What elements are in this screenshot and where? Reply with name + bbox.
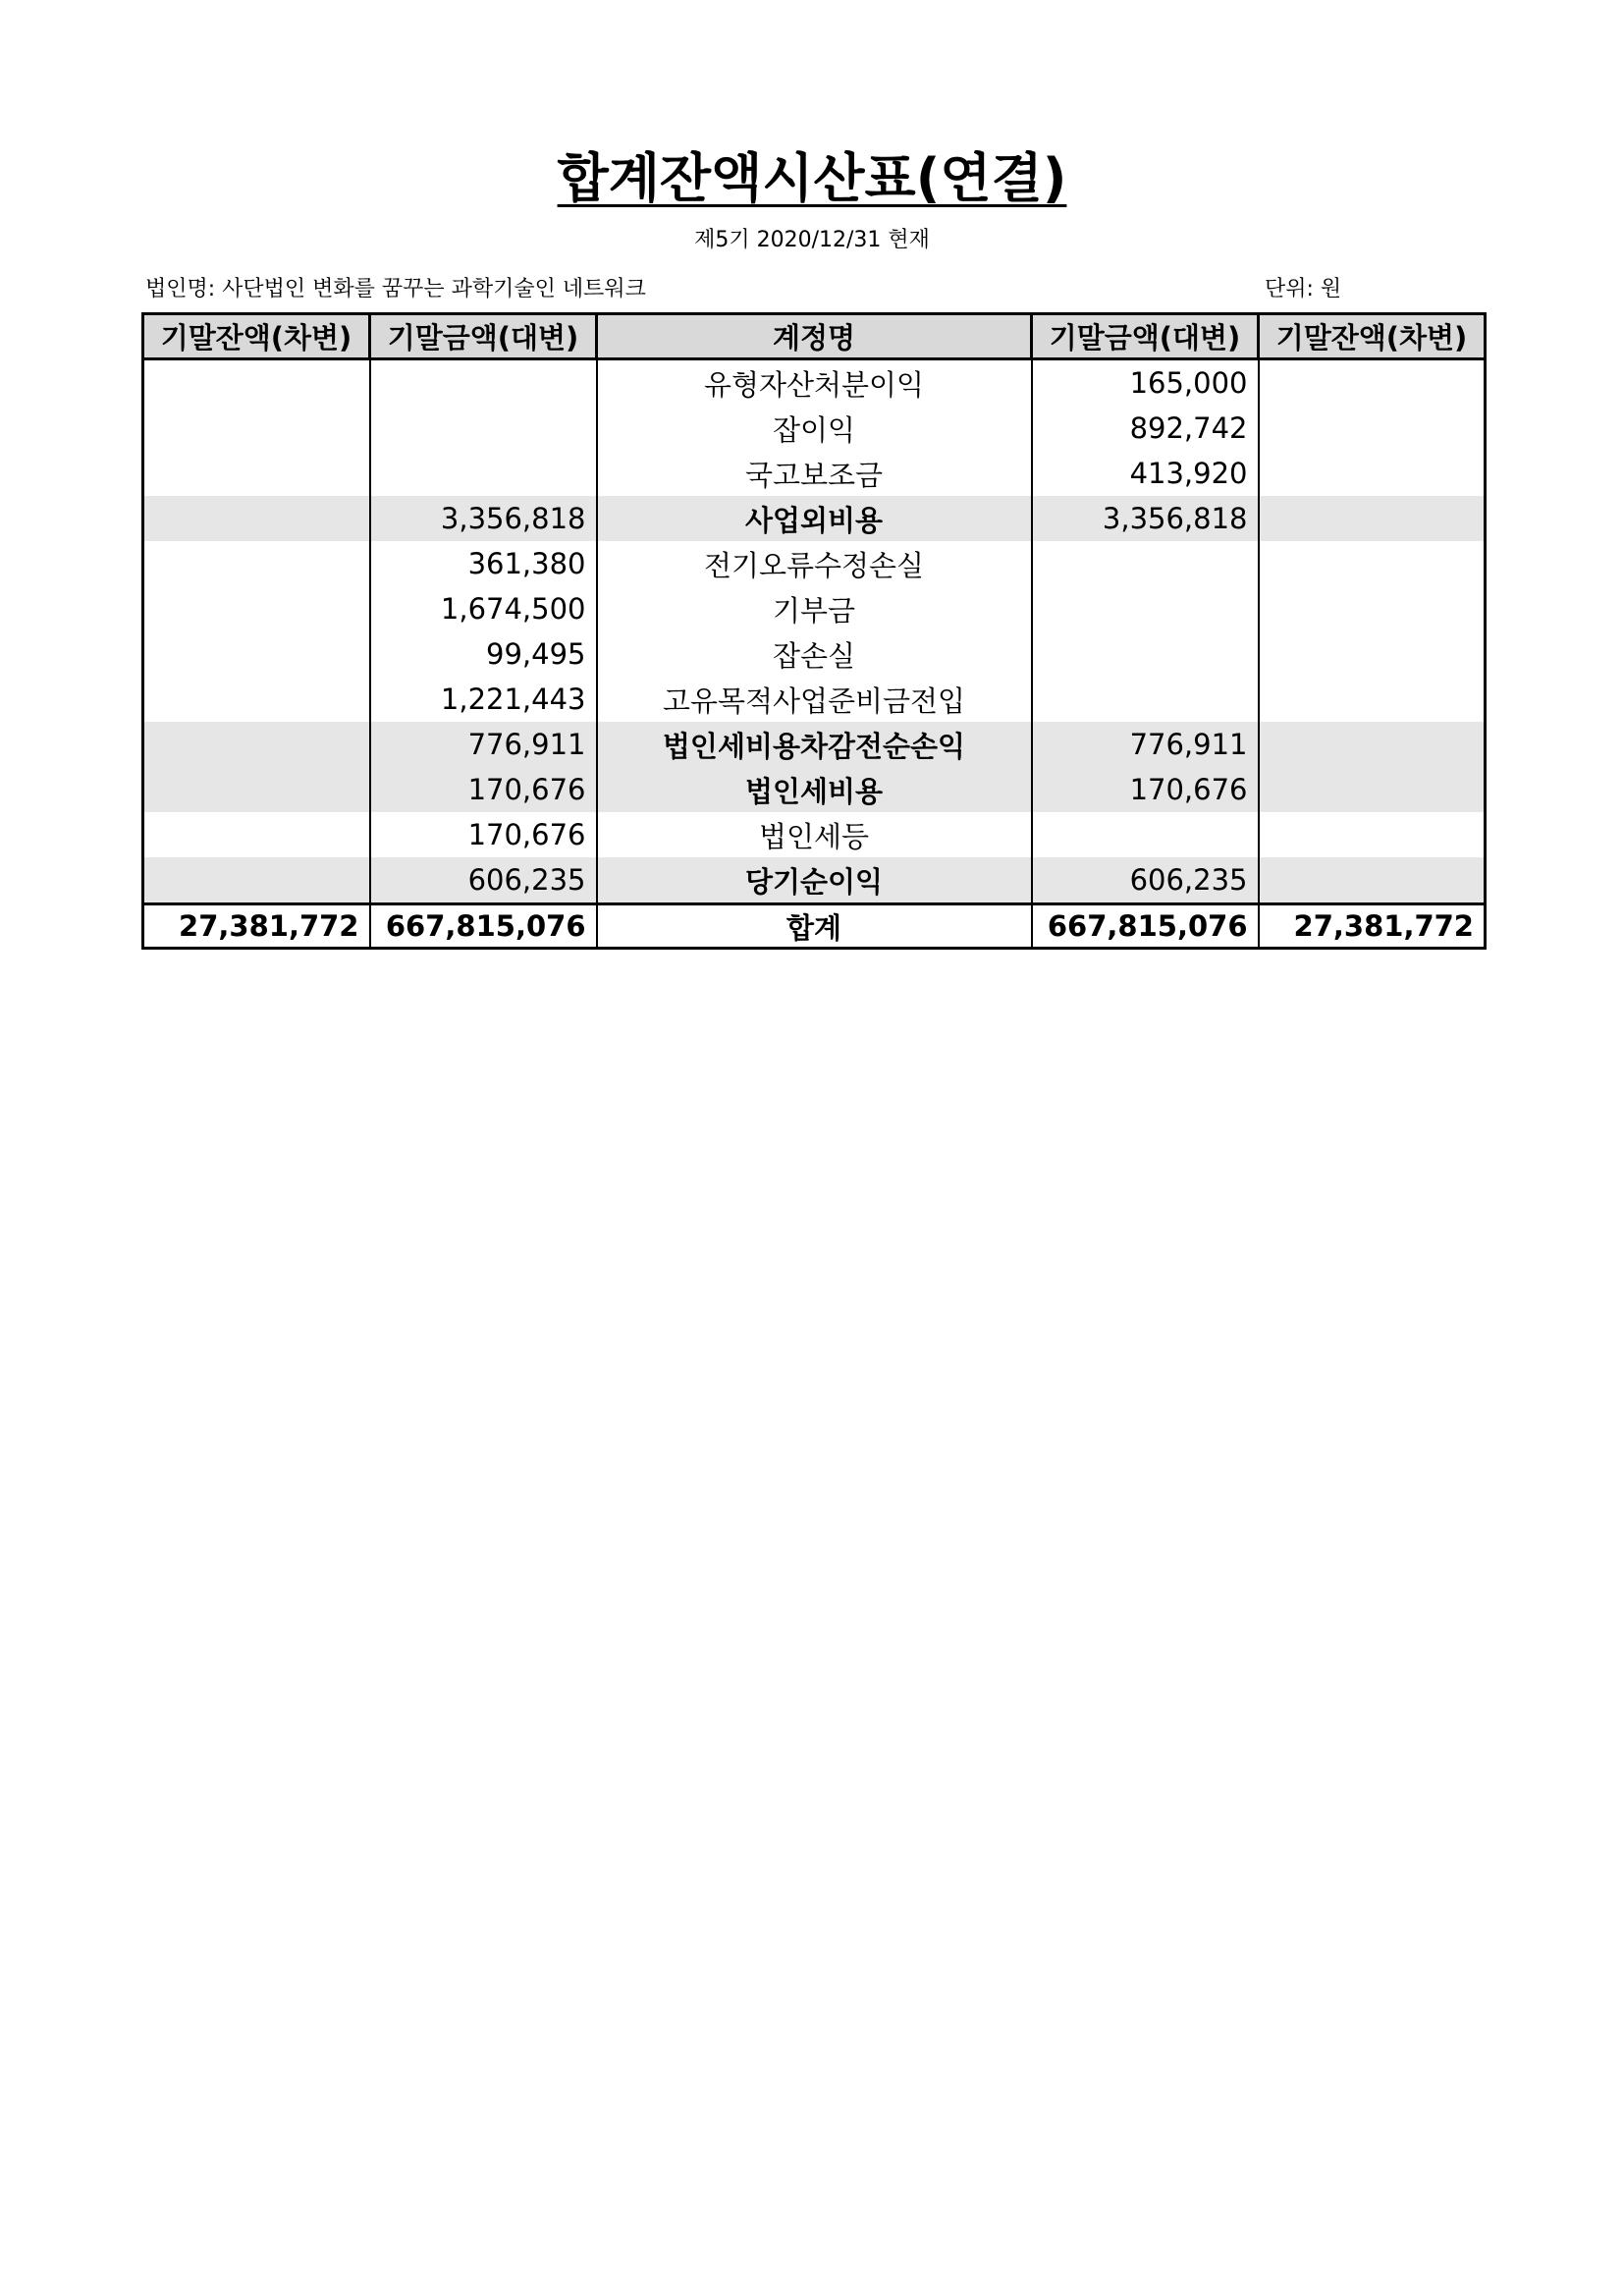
total-debit-balance: 27,381,772 bbox=[143, 904, 370, 949]
cell-account-name: 고유목적사업준비금전입 bbox=[597, 677, 1032, 722]
table-row bbox=[143, 857, 1486, 904]
cell-debit-amount: 170,676 bbox=[370, 767, 597, 812]
cell-credit-amount: 413,920 bbox=[1032, 451, 1259, 496]
cell-credit-amount bbox=[1032, 812, 1259, 857]
cell-debit-amount: 361,380 bbox=[370, 541, 597, 586]
cell-credit-balance bbox=[1259, 857, 1486, 904]
table-row bbox=[143, 359, 1486, 407]
cell-debit-amount: 1,221,443 bbox=[370, 677, 597, 722]
cell-debit-balance bbox=[143, 359, 370, 407]
cell-credit-amount: 606,235 bbox=[1032, 857, 1259, 904]
table-row bbox=[143, 631, 1486, 677]
total-credit-amount: 667,815,076 bbox=[1032, 904, 1259, 949]
table-row bbox=[143, 451, 1486, 496]
document-title-text: 합계잔액시산표(연결) bbox=[557, 147, 1067, 209]
cell-credit-balance bbox=[1259, 812, 1486, 857]
header-credit-amount: 기말금액(대변) bbox=[1032, 314, 1259, 359]
cell-account-name: 당기순이익 bbox=[597, 857, 1032, 904]
cell-credit-balance bbox=[1259, 541, 1486, 586]
cell-account-name: 법인세등 bbox=[597, 812, 1032, 857]
table-row bbox=[143, 406, 1486, 451]
cell-credit-balance bbox=[1259, 677, 1486, 722]
currency-unit: 단위: 원 bbox=[1265, 277, 1342, 301]
document-title bbox=[0, 147, 1624, 210]
cell-credit-amount: 165,000 bbox=[1032, 359, 1259, 407]
cell-credit-amount: 776,911 bbox=[1032, 722, 1259, 767]
table-total-row bbox=[143, 904, 1486, 949]
cell-credit-amount bbox=[1032, 631, 1259, 677]
cell-credit-balance bbox=[1259, 586, 1486, 631]
cell-debit-amount: 1,674,500 bbox=[370, 586, 597, 631]
cell-debit-amount: 606,235 bbox=[370, 857, 597, 904]
company-name: 법인명: 사단법인 변화를 꿈꾸는 과학기술인 네트워크 bbox=[145, 277, 646, 301]
total-credit-balance: 27,381,772 bbox=[1259, 904, 1486, 949]
cell-credit-amount bbox=[1032, 586, 1259, 631]
cell-debit-amount bbox=[370, 451, 597, 496]
cell-debit-amount: 170,676 bbox=[370, 812, 597, 857]
cell-credit-amount bbox=[1032, 541, 1259, 586]
cell-credit-amount bbox=[1032, 677, 1259, 722]
cell-credit-balance bbox=[1259, 406, 1486, 451]
cell-debit-balance bbox=[143, 541, 370, 586]
table-row bbox=[143, 586, 1486, 631]
table-body bbox=[143, 359, 1486, 949]
cell-credit-balance bbox=[1259, 767, 1486, 812]
cell-debit-amount bbox=[370, 359, 597, 407]
cell-debit-balance bbox=[143, 677, 370, 722]
trial-balance-table bbox=[141, 312, 1487, 950]
cell-account-name: 법인세비용차감전순손익 bbox=[597, 722, 1032, 767]
cell-credit-amount: 892,742 bbox=[1032, 406, 1259, 451]
cell-debit-balance bbox=[143, 767, 370, 812]
header-account-name: 계정명 bbox=[597, 314, 1032, 359]
cell-account-name: 유형자산처분이익 bbox=[597, 359, 1032, 407]
cell-debit-balance bbox=[143, 406, 370, 451]
cell-account-name: 사업외비용 bbox=[597, 496, 1032, 541]
table-row bbox=[143, 722, 1486, 767]
cell-account-name: 법인세비용 bbox=[597, 767, 1032, 812]
header-credit-balance: 기말잔액(차변) bbox=[1259, 314, 1486, 359]
table-row bbox=[143, 812, 1486, 857]
header-debit-balance: 기말잔액(차변) bbox=[143, 314, 370, 359]
cell-credit-balance bbox=[1259, 631, 1486, 677]
header-debit-amount: 기말금액(대변) bbox=[370, 314, 597, 359]
cell-credit-balance bbox=[1259, 451, 1486, 496]
cell-debit-balance bbox=[143, 586, 370, 631]
cell-credit-amount: 3,356,818 bbox=[1032, 496, 1259, 541]
total-debit-amount: 667,815,076 bbox=[370, 904, 597, 949]
total-label: 합계 bbox=[597, 904, 1032, 949]
cell-debit-amount bbox=[370, 406, 597, 451]
cell-account-name: 잡손실 bbox=[597, 631, 1032, 677]
table-row bbox=[143, 677, 1486, 722]
cell-credit-balance bbox=[1259, 722, 1486, 767]
cell-debit-balance bbox=[143, 451, 370, 496]
table-header-row bbox=[143, 314, 1486, 359]
cell-debit-amount: 776,911 bbox=[370, 722, 597, 767]
table-row bbox=[143, 496, 1486, 541]
cell-credit-balance bbox=[1259, 359, 1486, 407]
table-row bbox=[143, 767, 1486, 812]
cell-debit-balance bbox=[143, 496, 370, 541]
cell-account-name: 전기오류수정손실 bbox=[597, 541, 1032, 586]
cell-debit-balance bbox=[143, 631, 370, 677]
document-period: 제5기 2020/12/31 현재 bbox=[694, 228, 930, 252]
cell-debit-balance bbox=[143, 857, 370, 904]
cell-account-name: 잡이익 bbox=[597, 406, 1032, 451]
cell-debit-amount: 3,356,818 bbox=[370, 496, 597, 541]
cell-debit-amount: 99,495 bbox=[370, 631, 597, 677]
cell-account-name: 기부금 bbox=[597, 586, 1032, 631]
cell-debit-balance bbox=[143, 812, 370, 857]
cell-credit-balance bbox=[1259, 496, 1486, 541]
cell-credit-amount: 170,676 bbox=[1032, 767, 1259, 812]
cell-account-name: 국고보조금 bbox=[597, 451, 1032, 496]
table-row bbox=[143, 541, 1486, 586]
cell-debit-balance bbox=[143, 722, 370, 767]
